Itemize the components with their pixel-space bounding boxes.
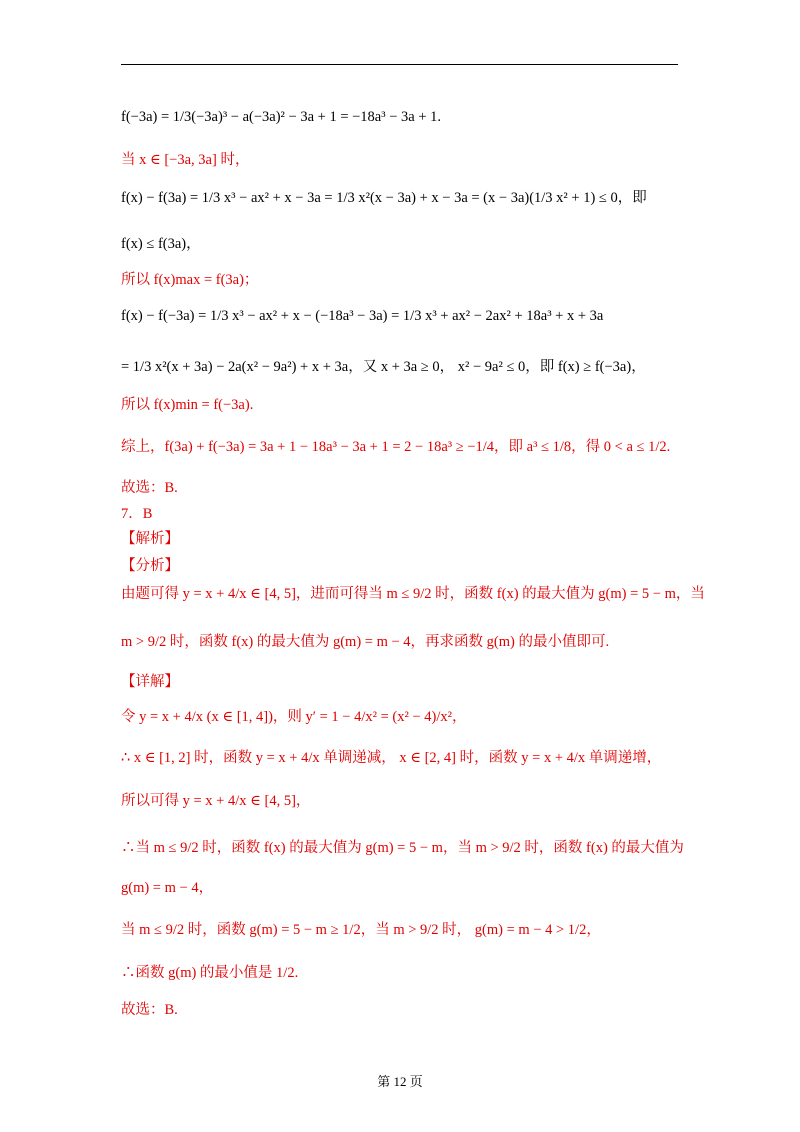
text-line-1: f(−3a) = 1/3(−3a)³ − a(−3a)² − 3a + 1 = −18a³ − 3a + 1. — [121, 109, 441, 125]
text-line-13: 【分析】 — [121, 558, 179, 574]
text-line-10: 故选：B. — [121, 480, 178, 496]
text-line-19: 所以可得 y = x + 4/x ∈ [4, 5]， — [121, 793, 311, 809]
text-line-23: ∴函数 g(m) 的最小值是 1/2. — [121, 965, 299, 981]
text-line-12: 【解析】 — [121, 531, 179, 547]
text-line-6: f(x) − f(−3a) = 1/3 x³ − ax² + x − (−18a³ − 3a) = 1/3 x³ + ax² − 2ax² + 18a³ + x + 3a — [121, 308, 604, 324]
text-line-16: 【详解】 — [121, 674, 179, 690]
text-line-20: ∴当 m ≤ 9/2 时，函数 f(x) 的最大值为 g(m) = 5 − m，当 m > 9/2 时，函数 f(x) 的最大值为 — [121, 840, 684, 856]
text-line-18: ∴ x ∈ [1, 2] 时，函数 y = x + 4/x 单调递减， x ∈ [2, 4] 时，函数 y = x + 4/x 单调递增， — [121, 750, 662, 766]
text-line-8: 所以 f(x)min = f(−3a). — [121, 397, 254, 413]
text-line-14: 由题可得 y = x + 4/x ∈ [4, 5]，进而可得当 m ≤ 9/2 时，函数 f(x) 的最大值为 g(m) = 5 − m，当 — [121, 586, 705, 602]
text-line-5: 所以 f(x)max = f(3a)； — [121, 272, 259, 288]
page-footer: 第 12 页 — [377, 1074, 423, 1089]
text-line-11: 7．B — [121, 506, 153, 522]
text-line-9: 综上，f(3a) + f(−3a) = 3a + 1 − 18a³ − 3a + 1 = 2 − 18a³ ≥ −1/4，即 a³ ≤ 1/8，得 0 < a ≤ 1/2. — [121, 439, 671, 455]
text-line-17: 令 y = x + 4/x (x ∈ [1, 4])，则 y′ = 1 − 4/x² = (x² − 4)/x²， — [121, 709, 467, 725]
text-line-15: m > 9/2 时，函数 f(x) 的最大值为 g(m) = m − 4，再求函数 g(m) 的最小值即可. — [121, 634, 610, 650]
text-line-22: 当 m ≤ 9/2 时，函数 g(m) = 5 − m ≥ 1/2，当 m > 9/2 时， g(m) = m − 4 > 1/2， — [121, 922, 601, 938]
text-line-24: 故选：B. — [121, 1002, 178, 1018]
text-line-3: f(x) − f(3a) = 1/3 x³ − ax² + x − 3a = 1/3 x²(x − 3a) + x − 3a = (x − 3a)(1/3 x² + 1) ≤ 0，即 — [121, 190, 647, 206]
text-line-2: 当 x ∈ [−3a, 3a] 时， — [121, 152, 250, 168]
text-line-21: g(m) = m − 4， — [121, 880, 214, 896]
header-rule — [121, 64, 678, 65]
text-line-7: = 1/3 x²(x + 3a) − 2a(x² − 9a²) + x + 3a，又 x + 3a ≥ 0， x² − 9a² ≤ 0，即 f(x) ≥ f(−3a)， — [121, 359, 646, 375]
text-line-4: f(x) ≤ f(3a)， — [121, 236, 201, 252]
